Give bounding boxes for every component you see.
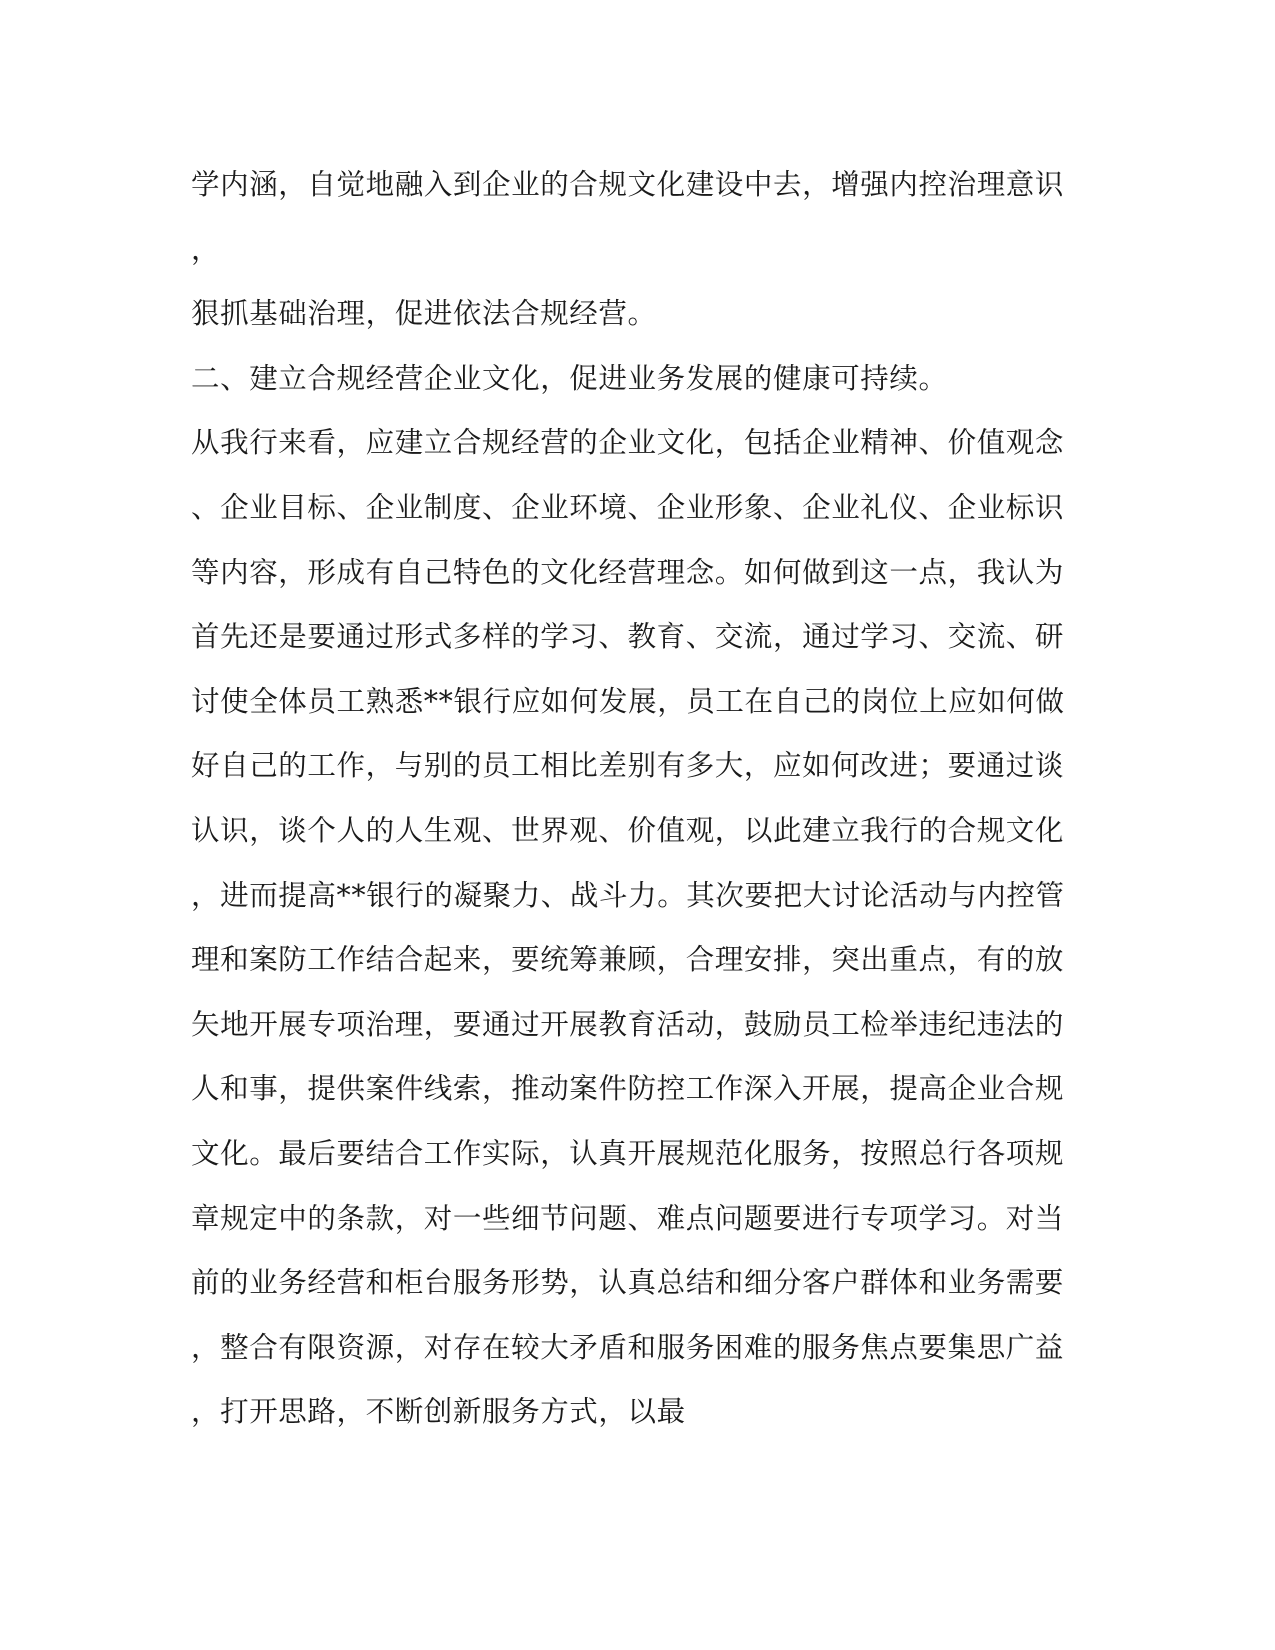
text-line: ，进而提高**银行的凝聚力、战斗力。其次要把大讨论活动与内控管 — [191, 878, 1065, 912]
text-line: 好自己的工作，与别的员工相比差别有多大，应如何改进；要通过谈 — [191, 749, 1065, 783]
text-line: 讨使全体员工熟悉**银行应如何发展，员工在自己的岗位上应如何做 — [191, 684, 1065, 718]
text-line: 人和事，提供案件线索，推动案件防控工作深入开展，提高企业合规 — [191, 1072, 1065, 1106]
text-line: 狠抓基础治理，促进依法合规经营。 — [191, 297, 657, 331]
text-line: 文化。最后要结合工作实际，认真开展规范化服务，按照总行各项规 — [191, 1136, 1065, 1170]
text-line: 学内涵，自觉地融入到企业的合规文化建设中去，增强内控治理意识 — [191, 168, 1065, 201]
text-line: 等内容，形成有自己特色的文化经营理念。如何做到这一点，我认为 — [191, 555, 1065, 589]
text-line: 章规定中的条款，对一些细节问题、难点问题要进行专项学习。对当 — [191, 1201, 1065, 1235]
section-heading: 二、建立合规经营企业文化，促进业务发展的健康可持续。 — [191, 361, 948, 395]
text-line: 、企业目标、企业制度、企业环境、企业形象、企业礼仪、企业标识 — [191, 490, 1065, 524]
text-line: 前的业务经营和柜台服务形势，认真总结和细分客户群体和业务需要 — [191, 1266, 1065, 1300]
text-line: ，打开思路，不断创新服务方式，以最 — [191, 1395, 686, 1429]
text-line: ， — [191, 232, 221, 266]
text-line: 认识，谈个人的人生观、世界观、价值观，以此建立我行的合规文化 — [191, 813, 1065, 847]
text-line: 理和案防工作结合起来，要统筹兼顾，合理安排，突出重点，有的放 — [191, 943, 1065, 977]
text-line: 首先还是要通过形式多样的学习、教育、交流，通过学习、交流、研 — [191, 620, 1065, 654]
body-text — [191, 168, 1071, 1460]
text-line: 矢地开展专项治理，要通过开展教育活动，鼓励员工检举违纪违法的 — [191, 1007, 1065, 1041]
text-line: 从我行来看，应建立合规经营的企业文化，包括企业精神、价值观念 — [191, 426, 1065, 460]
text-line: ，整合有限资源，对存在较大矛盾和服务困难的服务焦点要集思广益 — [191, 1330, 1065, 1364]
